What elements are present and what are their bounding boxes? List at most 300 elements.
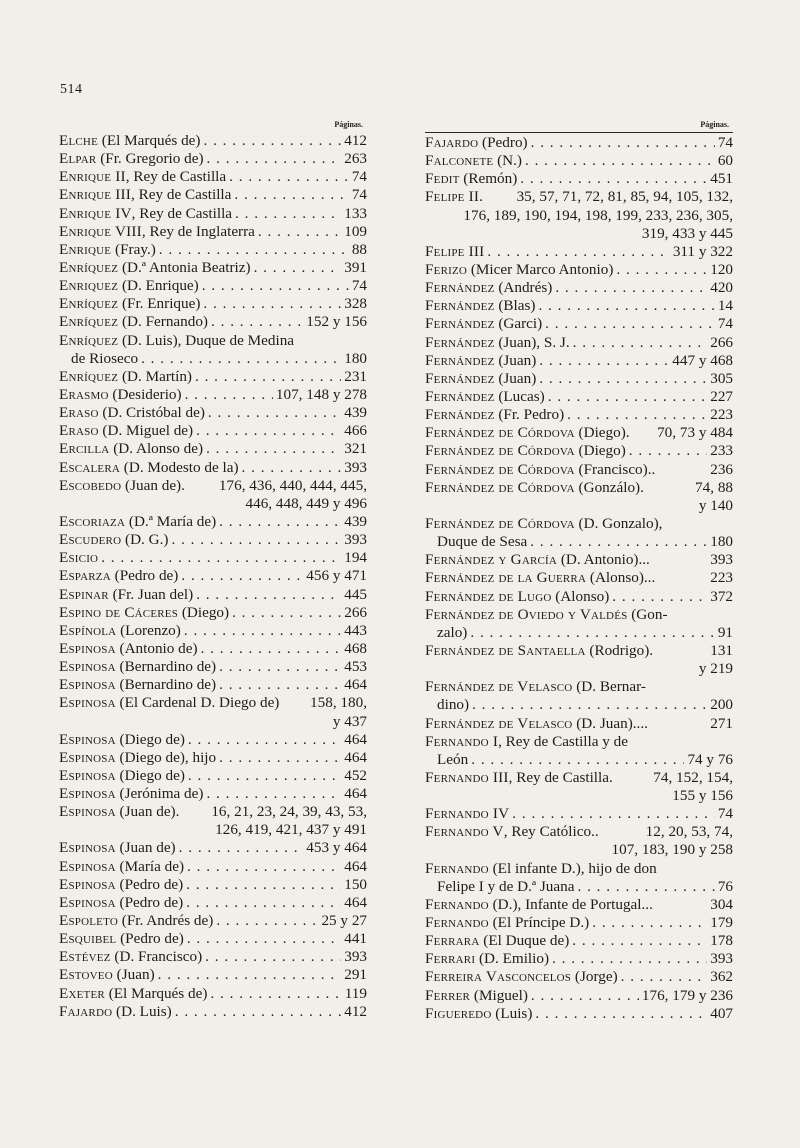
dot-leader xyxy=(472,696,707,714)
entry-pages: 304 xyxy=(710,895,733,913)
entry-detail: (D.ª Antonia Beatriz) xyxy=(118,258,251,276)
entry-surname: Espinosa xyxy=(59,766,116,784)
entry-surname: Fajardo xyxy=(59,1002,113,1020)
entry-surname: Fernández xyxy=(425,406,495,424)
dot-leader xyxy=(531,134,715,152)
index-entry xyxy=(425,188,733,206)
dot-leader xyxy=(219,749,341,767)
entry-detail: (Juan de) xyxy=(115,839,176,857)
entry-pages: 453 y 464 xyxy=(306,839,367,857)
entry-detail: (Alonso)... xyxy=(586,569,656,587)
entry-pages: 133 xyxy=(344,204,367,222)
dot-leader xyxy=(206,440,341,458)
index-entry xyxy=(59,223,367,241)
index-entry xyxy=(425,370,733,388)
entry-heading xyxy=(59,731,185,749)
continuation-text: de Rioseco xyxy=(71,349,139,367)
entry-heading xyxy=(425,424,630,442)
entry-surname: Estoveo xyxy=(59,966,113,984)
dot-leader xyxy=(254,259,342,277)
entry-heading xyxy=(59,858,184,876)
entry-detail: (Bernardino de) xyxy=(115,676,217,694)
dot-leader xyxy=(195,368,341,386)
dot-leader xyxy=(206,785,341,803)
entry-heading xyxy=(59,277,199,295)
index-entry xyxy=(425,588,733,606)
entry-surname: Felipe III xyxy=(425,242,485,260)
entry-surname: Fernández xyxy=(425,387,495,405)
entry-pages: 291 xyxy=(344,966,367,984)
entry-detail: (Blas) xyxy=(494,297,536,315)
entry-surname: Enríquez xyxy=(59,295,119,313)
entry-list-left xyxy=(59,132,367,1021)
index-entry xyxy=(59,313,367,331)
index-entry xyxy=(425,805,733,823)
entry-surname: Falconete xyxy=(425,152,494,170)
entry-heading xyxy=(425,968,618,986)
entry-heading xyxy=(59,1003,172,1021)
entry-surname: Enríquez xyxy=(59,313,119,331)
entry-pages: 420 xyxy=(710,279,733,297)
entry-surname: Fernando xyxy=(425,859,489,877)
dot-leader xyxy=(179,839,304,857)
entry-surname: Espinar xyxy=(59,585,109,603)
entry-heading xyxy=(59,567,178,585)
entry-continuation: 446, 448, 449 y 496 xyxy=(245,494,367,512)
index-entry xyxy=(425,388,733,406)
entry-detail: (Francisco).. xyxy=(574,460,656,478)
entry-detail: (Diego de) xyxy=(115,730,185,748)
entry-heading xyxy=(59,186,231,204)
entry-heading xyxy=(425,588,609,606)
index-entry xyxy=(59,930,367,948)
entry-continuation: y 437 xyxy=(332,712,367,730)
entry-detail: (D. Fernando) xyxy=(118,313,208,331)
entry-heading xyxy=(59,150,204,168)
entry-detail: (Desiderio) xyxy=(108,385,182,403)
entry-surname: Enríquez xyxy=(59,331,119,349)
entry-heading xyxy=(425,1005,532,1023)
index-entry xyxy=(425,769,733,787)
entry-heading xyxy=(425,388,545,406)
entry-heading xyxy=(59,477,185,495)
entry-detail: (Jerónima de) xyxy=(115,785,204,803)
index-entry xyxy=(59,295,367,313)
entry-surname: Elpar xyxy=(59,150,97,168)
index-entry xyxy=(425,968,733,986)
entry-detail: (Juan) xyxy=(494,369,537,387)
entry-detail: (Pedro de) xyxy=(116,930,184,948)
entry-surname: Espinosa xyxy=(59,730,116,748)
entry-pages: 176, 179 y 236 xyxy=(641,986,733,1004)
entry-surname: Escoriaza xyxy=(59,512,126,530)
entry-pages: 194 xyxy=(344,549,367,567)
entry-detail: (D. Antonio)... xyxy=(557,551,650,569)
entry-heading xyxy=(59,894,183,912)
entry-detail: (Fr. Gregorio de) xyxy=(96,150,204,168)
entry-heading xyxy=(425,461,655,479)
index-entry xyxy=(425,932,733,950)
entry-pages: 468 xyxy=(344,639,367,657)
entry-pages: 466 xyxy=(344,422,367,440)
entry-surname: Fernández de Santaella xyxy=(425,641,586,659)
dot-leader xyxy=(530,533,707,551)
entry-pages: 120 xyxy=(710,260,733,278)
entry-continuation: 126, 419, 421, 437 y 491 xyxy=(215,821,367,839)
continuation-text: Felipe I y de D.ª Juana xyxy=(437,877,575,895)
entry-pages: 74 xyxy=(351,277,367,295)
entry-surname: Fernández de Córdova xyxy=(425,424,575,442)
entry-heading xyxy=(425,515,662,533)
entry-detail: (Fr. Andrés de) xyxy=(117,912,214,930)
entry-detail: (D. G.) xyxy=(121,531,169,549)
entry-heading xyxy=(59,586,193,604)
entry-detail: (D. Luis), Duque de Medina xyxy=(118,331,295,349)
dot-leader xyxy=(616,261,707,279)
dot-leader xyxy=(185,386,273,404)
index-entry xyxy=(425,678,733,696)
dot-leader xyxy=(219,676,341,694)
entry-pages: 233 xyxy=(710,442,733,460)
dot-leader xyxy=(208,404,341,422)
entry-surname: Fedit xyxy=(425,170,460,188)
entry-detail: (D. Martín) xyxy=(118,367,192,385)
entry-detail: (D. Bernar- xyxy=(572,678,646,696)
entry-surname: Fernández y García xyxy=(425,551,558,569)
dot-leader xyxy=(538,297,714,315)
entry-surname: Fernández xyxy=(425,315,495,333)
entry-pages: 412 xyxy=(344,132,367,149)
entry-detail: (Fr. Juan del) xyxy=(108,585,194,603)
index-entry xyxy=(59,894,367,912)
index-entry xyxy=(59,640,367,658)
entry-surname: Fajardo xyxy=(425,134,479,151)
entry-pages: 74, 152, 154, xyxy=(653,768,733,786)
entry-pages: 311 y 322 xyxy=(672,242,733,260)
entry-detail: (Miguel) xyxy=(470,986,528,1004)
entry-heading xyxy=(425,370,536,388)
entry-heading xyxy=(425,261,613,279)
entry-detail: (Fray.) xyxy=(111,240,156,258)
entry-pages: 109 xyxy=(344,222,367,240)
entry-continuation xyxy=(425,878,733,896)
entry-surname: Fernández de Córdova xyxy=(425,514,575,532)
dot-leader xyxy=(196,422,341,440)
index-entry xyxy=(425,606,733,624)
index-entry xyxy=(425,424,733,442)
dot-leader xyxy=(592,914,707,932)
entry-heading xyxy=(425,352,536,370)
entry-surname: Escalera xyxy=(59,458,120,476)
entry-detail: (D. Cristóbal de) xyxy=(98,404,205,422)
entry-pages: 150 xyxy=(344,875,367,893)
continuation-text: Duque de Sesa xyxy=(437,533,528,551)
entry-pages: 393 xyxy=(710,950,733,968)
dot-leader xyxy=(525,152,715,170)
entry-pages: 91 xyxy=(717,623,733,641)
entry-continuation: 107, 183, 190 y 258 xyxy=(611,841,733,859)
entry-detail: (D.ª María de) xyxy=(125,512,217,530)
entry-detail: (Micer Marco Antonio) xyxy=(467,260,614,278)
index-entry xyxy=(59,531,367,549)
entry-pages: 464 xyxy=(344,748,367,766)
entry-surname: Enriquez xyxy=(59,277,119,295)
entry-surname: Espinosa xyxy=(59,893,116,911)
dot-leader xyxy=(531,987,639,1005)
entry-surname: Espinosa xyxy=(59,639,116,657)
entry-continuation: y 219 xyxy=(698,660,733,678)
entry-surname: Fernández xyxy=(425,333,495,351)
entry-pages: 74 y 76 xyxy=(687,750,733,768)
entry-surname: Fernández xyxy=(425,351,495,369)
entry-surname: Fernando xyxy=(425,914,489,932)
entry-surname: Erasmo xyxy=(59,385,109,403)
entry-heading xyxy=(425,134,528,152)
dot-leader xyxy=(205,948,341,966)
index-entry xyxy=(59,622,367,640)
entry-surname: Enríquez xyxy=(59,367,119,385)
entry-detail: , Rey Católico.. xyxy=(503,823,599,841)
entry-heading xyxy=(59,839,176,857)
entry-surname: Eraso xyxy=(59,404,99,422)
entry-detail: (Bernardino de) xyxy=(115,658,217,676)
entry-heading xyxy=(59,223,255,241)
dot-leader xyxy=(572,932,707,950)
entry-pages: 180 xyxy=(344,349,367,367)
dot-leader xyxy=(159,241,349,259)
entry-detail: (Gonzálo). xyxy=(574,478,644,496)
entry-heading xyxy=(59,622,181,640)
entry-detail: , Rey de Castilla y de xyxy=(498,732,628,750)
entry-surname: Ferrara xyxy=(425,932,480,950)
entry-detail: , Rey de Inglaterra xyxy=(141,222,255,240)
entry-heading xyxy=(425,914,589,932)
entry-detail: (Diego) xyxy=(178,603,230,621)
entry-heading xyxy=(59,459,239,477)
entry-pages: 393 xyxy=(344,531,367,549)
entry-detail: (Gon- xyxy=(627,605,668,623)
dot-leader xyxy=(229,168,349,186)
entry-surname: Fernández xyxy=(425,297,495,315)
entry-detail: (Pedro de) xyxy=(115,875,184,893)
entry-detail: (Pedro de) xyxy=(110,567,179,585)
entry-heading xyxy=(59,785,203,803)
entry-list-right xyxy=(425,134,733,1023)
entry-pages: 107, 148 y 278 xyxy=(275,385,367,403)
entry-detail: (El Marqués de) xyxy=(104,984,208,1002)
index-entry xyxy=(59,694,367,712)
entry-heading xyxy=(59,332,294,350)
entry-detail: (Diego). xyxy=(574,424,630,442)
dot-leader xyxy=(487,243,669,261)
entry-detail: (D. Modesto de la) xyxy=(120,458,239,476)
entry-surname: Ferrari xyxy=(425,950,476,968)
entry-heading xyxy=(59,513,216,531)
dot-leader xyxy=(196,586,341,604)
entry-surname: Espinosa xyxy=(59,676,116,694)
entry-surname: Enrique IV xyxy=(59,204,132,222)
dot-leader xyxy=(512,805,715,823)
entry-surname: Fernando III xyxy=(425,768,509,786)
entry-detail: (D. Alonso de) xyxy=(109,440,204,458)
entry-heading xyxy=(425,188,483,206)
entry-detail: (D. Gonzalo), xyxy=(574,514,663,532)
continuation-text: León xyxy=(437,750,469,768)
entry-surname: Fernando V xyxy=(425,823,504,841)
entry-pages: 328 xyxy=(344,295,367,313)
dot-leader xyxy=(232,604,341,622)
entry-detail: (Diego) xyxy=(574,442,626,460)
entry-surname: Fernández de Velasco xyxy=(425,678,573,696)
entry-detail: (D.), Infante de Portugal... xyxy=(488,895,653,913)
entry-surname: Esparza xyxy=(59,567,111,585)
index-entry xyxy=(59,966,367,984)
entry-detail: (Diego de), hijo xyxy=(115,748,217,766)
entry-pages: 456 y 471 xyxy=(306,567,367,585)
dot-leader xyxy=(470,624,714,642)
entry-heading xyxy=(425,950,549,968)
entry-detail: (D. Luis) xyxy=(112,1002,172,1020)
entry-detail: (Juan) xyxy=(112,966,155,984)
entry-continuation xyxy=(425,751,733,769)
entry-pages: 74 xyxy=(351,186,367,204)
entry-heading xyxy=(59,132,200,150)
dot-leader xyxy=(539,352,669,370)
entry-pages: 266 xyxy=(710,333,733,351)
entry-pages: 60 xyxy=(717,152,733,170)
entry-pages: 452 xyxy=(344,766,367,784)
entry-detail: (Juan), S. J. xyxy=(494,333,570,351)
entry-detail: (El Marqués de) xyxy=(98,132,201,149)
dot-leader xyxy=(567,406,707,424)
entry-pages: 464 xyxy=(344,893,367,911)
index-entry xyxy=(425,569,733,587)
entry-pages: 439 xyxy=(344,404,367,422)
entry-pages: 158, 180, xyxy=(310,694,367,712)
entry-detail: (Fr. Pedro) xyxy=(494,406,565,424)
continuation-text: zalo) xyxy=(437,623,468,641)
entry-detail: (Luis) xyxy=(491,1004,533,1022)
entry-pages: 231 xyxy=(344,367,367,385)
entry-surname: Enrique III xyxy=(59,186,131,204)
entry-surname: Fernando xyxy=(425,895,489,913)
index-entry xyxy=(59,168,367,186)
dot-leader xyxy=(158,966,342,984)
entry-continuation: 319, 433 y 445 xyxy=(641,224,733,242)
entry-heading xyxy=(425,678,646,696)
dot-leader xyxy=(203,295,341,313)
entry-heading xyxy=(59,767,185,785)
entry-pages: 12, 20, 53, 74, xyxy=(645,823,733,841)
index-column-left xyxy=(59,118,367,1021)
entry-surname: Espinosa xyxy=(59,857,116,875)
entry-pages: 372 xyxy=(710,587,733,605)
index-entry xyxy=(59,241,367,259)
entry-pages: 407 xyxy=(710,1004,733,1022)
page-number: 514 xyxy=(60,82,83,97)
index-entry xyxy=(59,404,367,422)
entry-detail: (María de) xyxy=(115,857,185,875)
index-entry xyxy=(59,332,367,350)
entry-surname: Fernández de Oviedo y Valdés xyxy=(425,605,628,623)
entry-heading xyxy=(425,279,552,297)
dot-leader xyxy=(219,658,341,676)
entry-detail: , Rey de Castilla xyxy=(131,204,233,222)
entry-detail: (D. Miguel de) xyxy=(98,422,194,440)
entry-surname: Espino de Cáceres xyxy=(59,603,179,621)
dot-leader xyxy=(520,170,707,188)
entry-pages: 74, 88 xyxy=(695,478,733,496)
index-entry xyxy=(425,461,733,479)
dot-leader xyxy=(188,767,341,785)
entry-surname: Eraso xyxy=(59,422,99,440)
dot-leader xyxy=(186,876,341,894)
index-entry xyxy=(425,860,733,878)
entry-pages: 362 xyxy=(710,968,733,986)
index-entry xyxy=(59,186,367,204)
entry-heading xyxy=(59,658,216,676)
index-entry xyxy=(59,785,367,803)
dot-leader xyxy=(207,150,342,168)
index-entry xyxy=(59,948,367,966)
entry-pages: 227 xyxy=(710,387,733,405)
entry-detail: (Juan de). xyxy=(121,476,185,494)
entry-detail: , Rey de Castilla xyxy=(131,186,232,204)
dot-leader xyxy=(219,513,341,531)
entry-heading xyxy=(59,604,229,622)
entry-heading xyxy=(425,733,628,751)
dot-leader xyxy=(201,640,342,658)
index-entry xyxy=(425,406,733,424)
dot-leader xyxy=(216,912,318,930)
dot-leader xyxy=(171,531,341,549)
entry-heading xyxy=(425,170,517,188)
entry-continuation xyxy=(425,624,733,642)
index-entry xyxy=(425,352,733,370)
index-entry xyxy=(59,658,367,676)
index-entry xyxy=(59,549,367,567)
index-entry xyxy=(425,715,733,733)
entry-pages: 393 xyxy=(710,551,733,569)
index-column-right xyxy=(425,118,733,1023)
entry-surname: Fernández de Lugo xyxy=(425,587,552,605)
dot-leader xyxy=(101,549,341,567)
entry-surname: Fernández de la Guerra xyxy=(425,569,587,587)
entry-detail: (Andrés) xyxy=(494,279,553,297)
entry-surname: Espinosa xyxy=(59,785,116,803)
entry-pages: 70, 73 y 484 xyxy=(657,424,733,442)
entry-surname: Espínola xyxy=(59,621,117,639)
entry-continuation xyxy=(59,350,367,368)
entry-detail: (Antonio de) xyxy=(115,639,198,657)
entry-heading xyxy=(425,805,509,823)
entry-heading xyxy=(59,749,216,767)
entry-detail: , Rey de Castilla xyxy=(125,168,227,186)
entry-pages: 464 xyxy=(344,730,367,748)
index-entry xyxy=(425,261,733,279)
dot-leader xyxy=(621,968,708,986)
entry-pages: 266 xyxy=(344,603,367,621)
entry-heading xyxy=(425,406,564,424)
entry-pages: 178 xyxy=(710,932,733,950)
entry-heading xyxy=(59,531,168,549)
index-entry xyxy=(425,551,733,569)
entry-pages: 445 xyxy=(344,585,367,603)
index-entry xyxy=(59,440,367,458)
entry-heading xyxy=(425,243,484,261)
entry-pages: 76 xyxy=(717,877,733,895)
entry-pages: 74 xyxy=(717,315,733,333)
